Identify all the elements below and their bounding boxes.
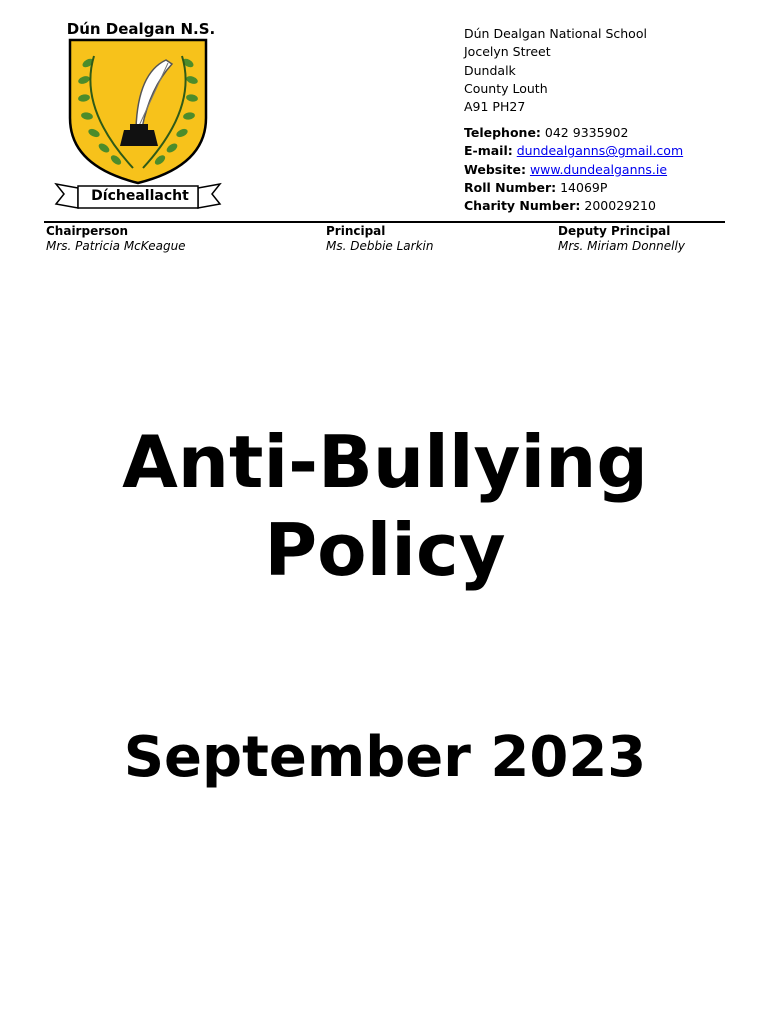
charity-row bbox=[464, 197, 683, 215]
address-line: Dundalk bbox=[464, 62, 516, 78]
telephone-value: 042 9335902 bbox=[544, 125, 629, 140]
charity-label: Charity Number: bbox=[464, 198, 581, 214]
officer-name: Ms. Debbie Larkin bbox=[326, 239, 434, 253]
website-link[interactable]: www.dundealganns.ie bbox=[529, 161, 668, 177]
address-line: A91 PH27 bbox=[464, 99, 526, 115]
email-label: E-mail: bbox=[464, 143, 513, 159]
roll-row bbox=[464, 179, 683, 197]
document-date: September 2023 bbox=[123, 725, 647, 790]
school-crest bbox=[38, 18, 238, 218]
officer-role: Principal bbox=[326, 224, 386, 238]
contact-details bbox=[464, 124, 683, 215]
telephone-label: Telephone: bbox=[464, 125, 541, 140]
officer-deputy-principal bbox=[558, 224, 685, 254]
officer-chairperson bbox=[46, 224, 186, 254]
officer-principal bbox=[326, 224, 433, 254]
crest-motto: Dícheallacht bbox=[91, 188, 189, 204]
header-divider bbox=[44, 221, 725, 223]
crest-school-name: Dún Dealgan N.S. bbox=[66, 20, 216, 38]
title-line: Policy bbox=[264, 508, 506, 592]
address-line: Dún Dealgan National School bbox=[464, 26, 647, 41]
charity-value: 200029210 bbox=[584, 198, 656, 214]
address-line: County Louth bbox=[464, 80, 548, 96]
website-row bbox=[464, 161, 683, 179]
roll-value: 14069P bbox=[560, 179, 608, 195]
school-address bbox=[464, 25, 647, 116]
roll-label: Roll Number: bbox=[464, 179, 557, 195]
officer-role: Deputy Principal bbox=[558, 224, 671, 238]
telephone-row bbox=[464, 124, 683, 142]
website-label: Website: bbox=[464, 161, 526, 177]
document-title bbox=[0, 418, 770, 594]
title-line: Anti-Bullying bbox=[122, 420, 648, 504]
officer-role: Chairperson bbox=[46, 224, 129, 238]
officer-name: Mrs. Patricia McKeague bbox=[46, 239, 186, 253]
email-row bbox=[464, 142, 683, 160]
address-line: Jocelyn Street bbox=[464, 44, 551, 60]
email-link[interactable]: dundealganns@gmail.com bbox=[516, 143, 684, 159]
officer-name: Mrs. Miriam Donnelly bbox=[558, 239, 685, 253]
